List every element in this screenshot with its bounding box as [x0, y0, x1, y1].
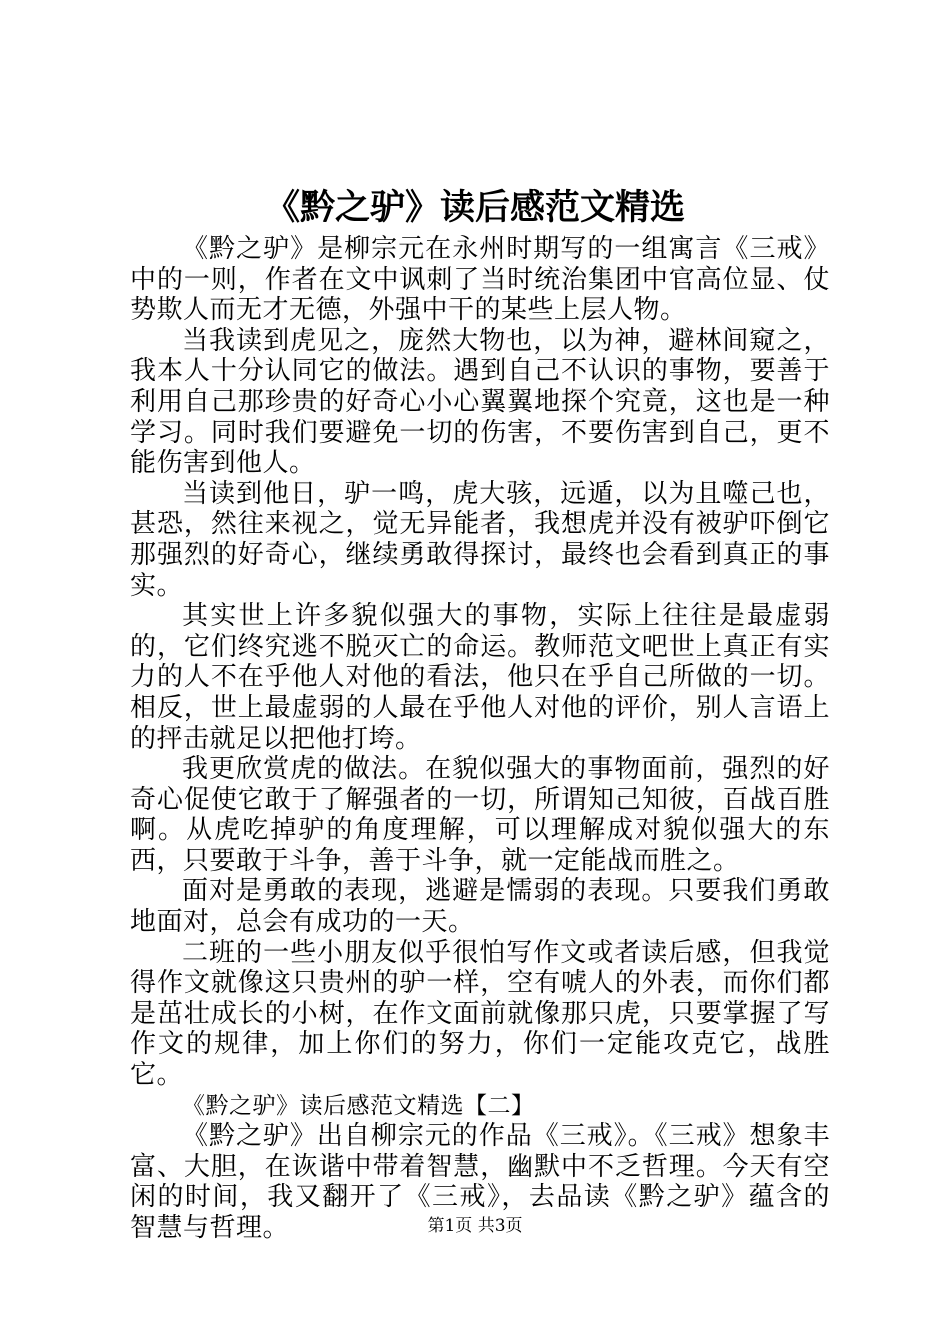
paragraph: 当我读到虎见之，庞然大物也，以为神，避林间窥之，我本人十分认同它的做法。遇到自己不认识的事物，要善于利用自己那珍贵的好奇心小心翼翼地探个究竟，这也是一种学习。同时我们要避免一切的伤害，不要伤害到自己，更不能伤害到他人。	[130, 325, 830, 479]
page-footer: 第1页 共3页	[427, 1216, 523, 1236]
paragraph: 当读到他日，驴一鸣，虎大骇，远遁，以为且噬己也，甚恐，然往来视之，觉无异能者，我想虎并没有被驴吓倒它那强烈的好奇心，继续勇敢得探讨，最终也会看到真正的事实。	[130, 478, 830, 601]
section-heading: 《黔之驴》读后感范文精选【二】	[182, 1092, 535, 1119]
document-title: 《黔之驴》读后感范文精选	[264, 187, 685, 228]
paragraph: 《黔之驴》是柳宗元在永州时期写的一组寓言《三戒》中的一则，作者在文中讽刺了当时统治集团中官高位显、仗势欺人而无才无德，外强中干的某些上层人物。	[130, 234, 830, 326]
paragraph: 面对是勇敢的表现，逃避是懦弱的表现。只要我们勇敢地面对，总会有成功的一天。	[130, 876, 830, 938]
document-body	[130, 234, 830, 1244]
paragraph: 其实世上许多貌似强大的事物，实际上往往是最虚弱的，它们终究逃不脱灭亡的命运。教师范文吧世上真正有实力的人不在乎他人对他的看法，他只在乎自己所做的一切。相反，世上最虚弱的人最在乎他人对他的评价，别人言语上的抨击就足以把他打垮。	[130, 601, 830, 754]
paragraph: 《黔之驴》出自柳宗元的作品《三戒》。《三戒》想象丰富、大胆，在诙谐中带着智慧，幽默中不乏哲理。今天有空闲的时间，我又翻开了《三戒》，去品读《黔之驴》蕴含的智慧与哲理。	[130, 1121, 830, 1243]
paragraph: 二班的一些小朋友似乎很怕写作文或者读后感，但我觉得作文就像这只贵州的驴一样，空有唬人的外表，而你们都是茁壮成长的小树，在作文面前就像那只虎，只要掌握了写作文的规律，加上你们的努力，你们一定能攻克它，战胜它。	[130, 937, 830, 1091]
paragraph: 我更欣赏虎的做法。在貌似强大的事物面前，强烈的好奇心促使它敢于了解强者的一切，所谓知己知彼，百战百胜啊。从虎吃掉驴的角度理解，可以理解成对貌似强大的东西，只要敢于斗争，善于斗争，就一定能战而胜之。	[130, 754, 830, 876]
